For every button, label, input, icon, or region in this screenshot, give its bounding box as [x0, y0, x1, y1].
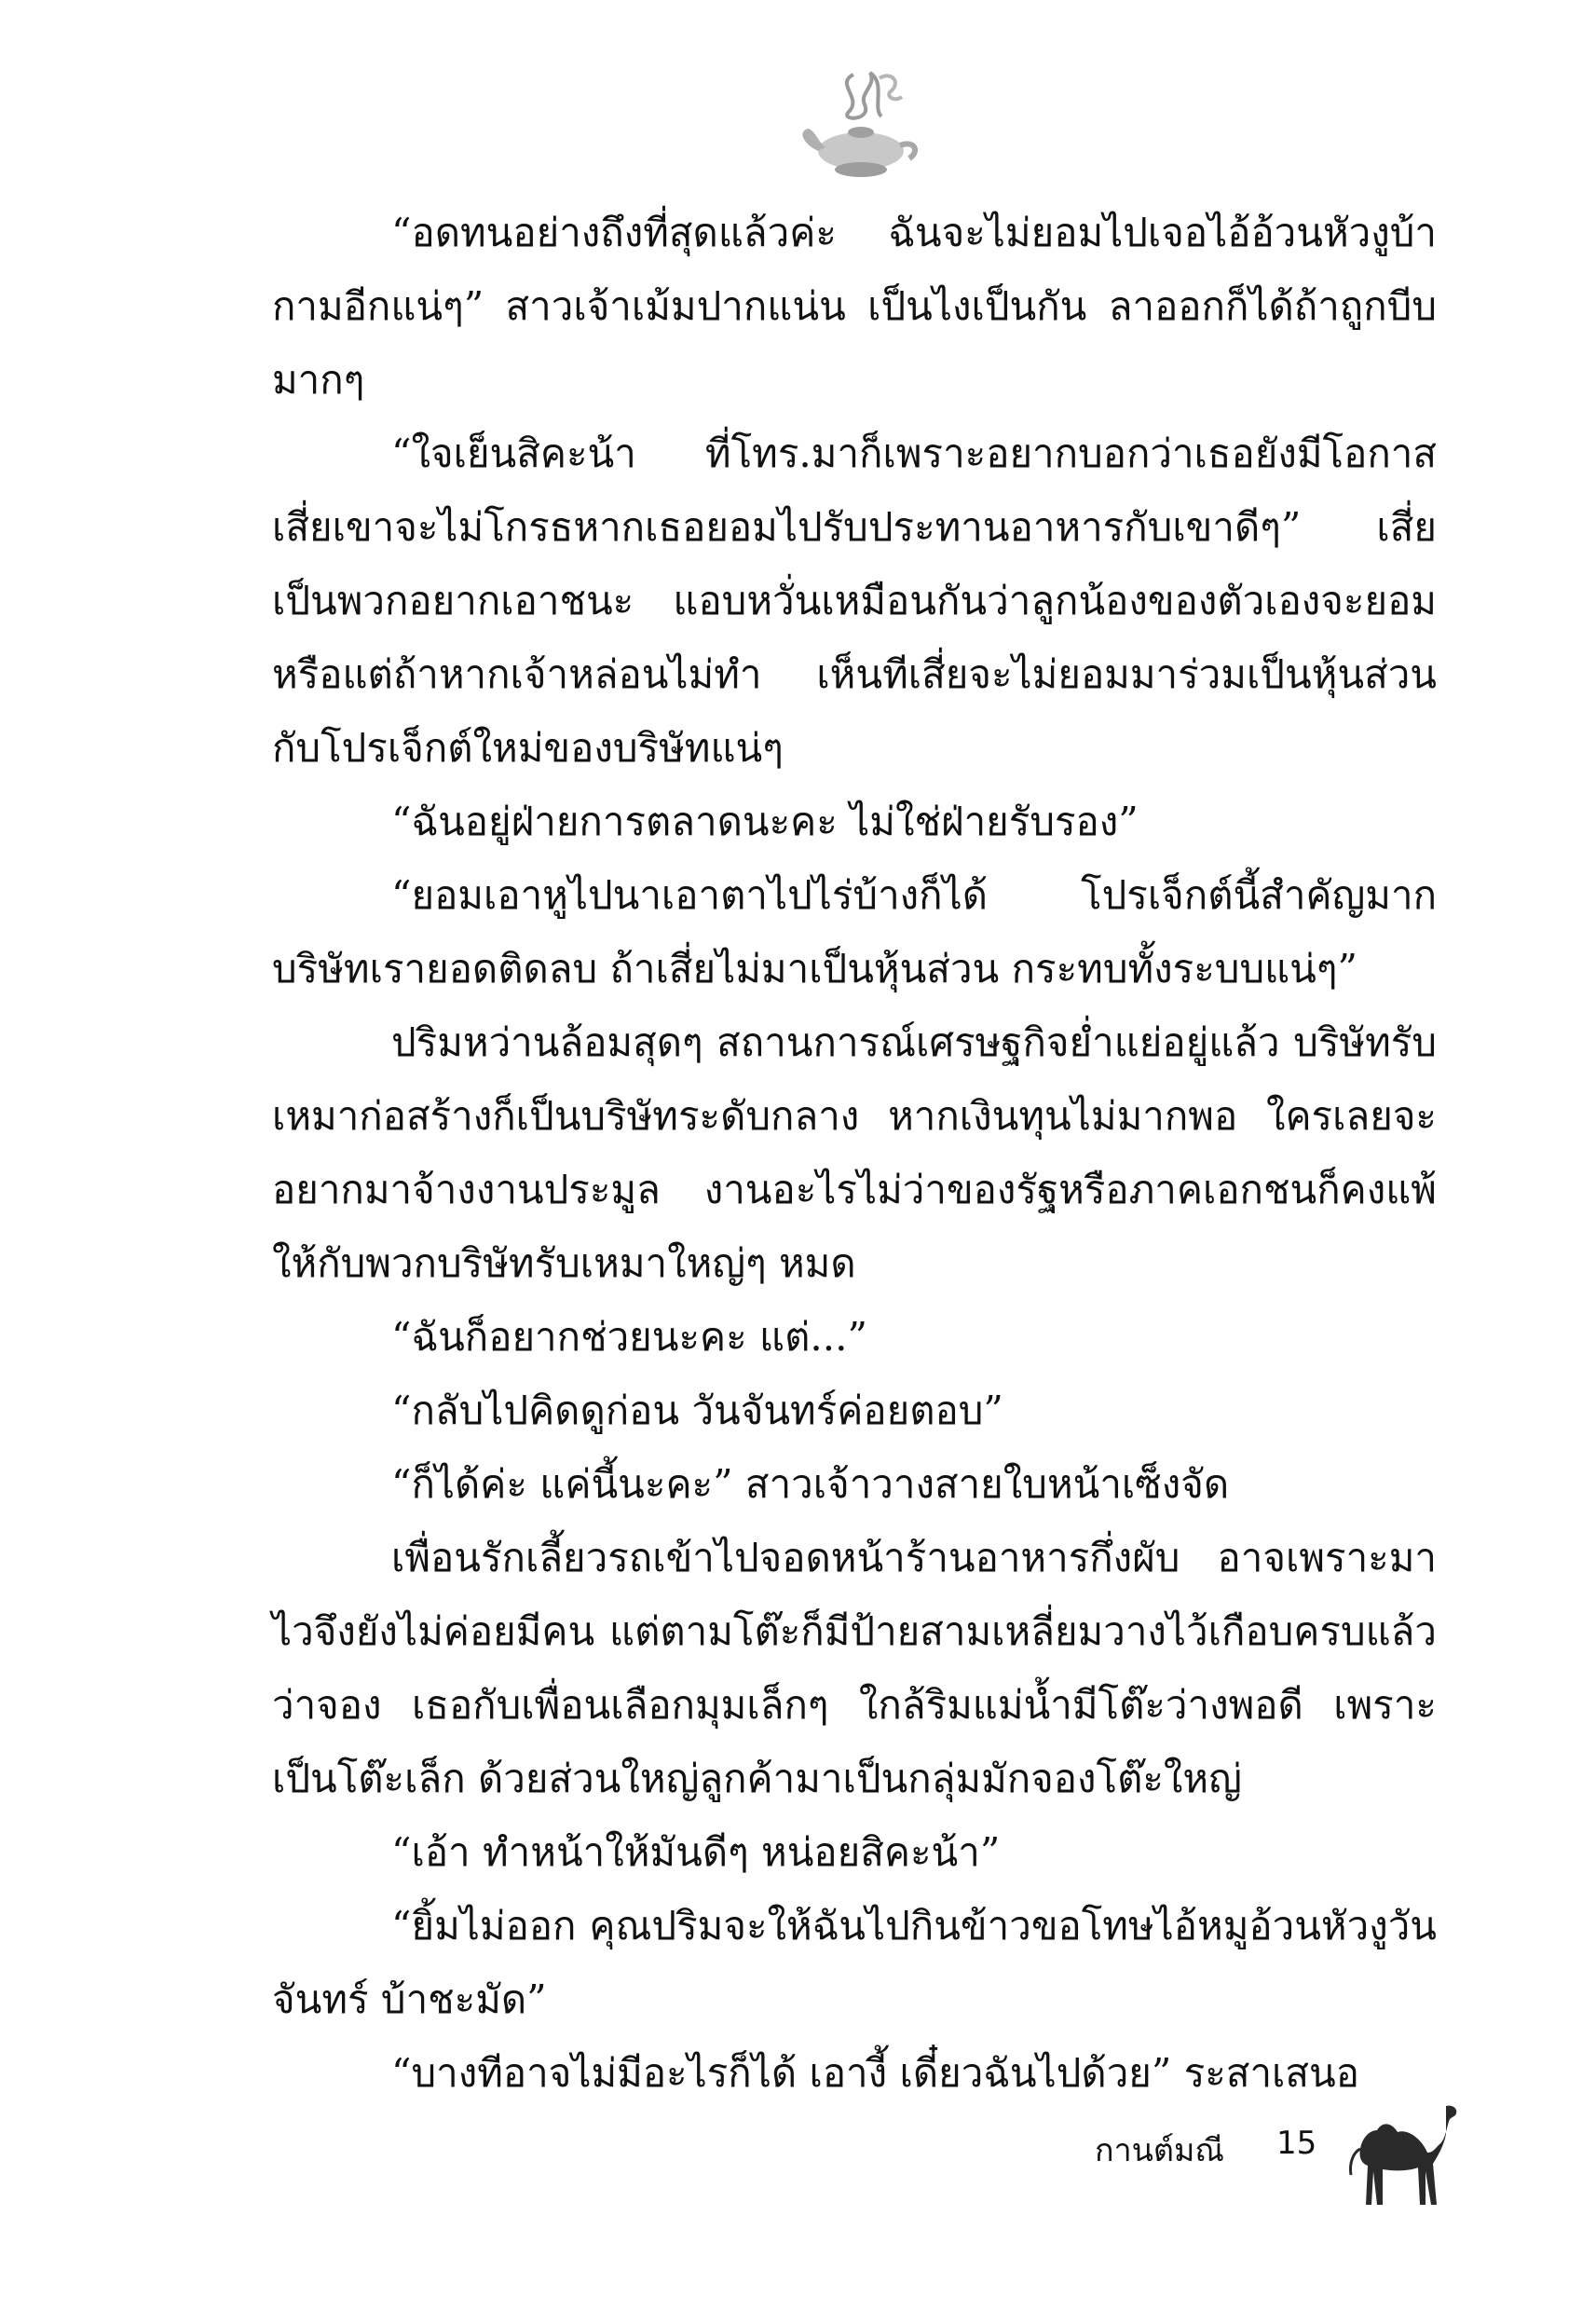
paragraph: ปริมหว่านล้อมสุดๆ สถานการณ์เศรษฐกิจย่ำแย่อยู่แล้ว บริษัทรับเหมาก่อสร้างก็เป็นบริษัทระดับกลาง หากเงินทุนไม่มากพอ ใครเลยจะอยากมาจ้างงานประมูล งานอะไรไม่ว่าของรัฐหรือภาคเอกชนก็คงแพ้ให้กับพวกบริษัทรับเหมาใหญ่ๆ หมด [272, 1019, 1437, 1286]
paragraph: “อดทนอย่างถึงที่สุดแล้วค่ะ ฉันจะไม่ยอมไปเจอไอ้อ้วนหัวงูบ้ากามอีกแน่ๆ” สาวเจ้าเม้มปากแน่น เป็นไงเป็นกัน ลาออกก็ได้ถ้าถูกบีบมากๆ [272, 210, 1437, 403]
camel-icon [1342, 2097, 1463, 2208]
body-text [272, 196, 1437, 2110]
paragraph: “เอ้า ทำหน้าให้มันดีๆ หน่อยสิคะน้า” [391, 1829, 1001, 1875]
genie-lamp-icon [798, 65, 924, 186]
footer-author: กานต์มณี [1095, 2132, 1224, 2169]
paragraph: “ก็ได้ค่ะ แค่นี้นะคะ” สาวเจ้าวางสายใบหน้าเซ็งจัด [391, 1461, 1230, 1507]
paragraph: “บางทีอาจไม่มีอะไรก็ได้ เอางี้ เดี๋ยวฉันไปด้วย” ระสาเสนอ [391, 2050, 1359, 2096]
paragraph: “กลับไปคิดดูก่อน วันจันทร์ค่อยตอบ” [391, 1388, 1003, 1433]
paragraph: “ฉันก็อยากช่วยนะคะ แต่...” [391, 1314, 867, 1360]
paragraph: “ยิ้มไม่ออก คุณปริมจะให้ฉันไปกินข้าวขอโทษไอ้หมูอ้วนหัวงูวันจันทร์ บ้าชะมัด” [272, 1903, 1437, 2022]
paragraph: เพื่อนรักเลี้ยวรถเข้าไปจอดหน้าร้านอาหารกึ่งผับ อาจเพราะมาไวจึงยังไม่ค่อยมีคน แต่ตามโต๊ะก็มีป้ายสามเหลี่ยมวางไว้เกือบครบแล้วว่าจอง เธอกับเพื่อนเลือกมุมเล็กๆ ใกล้ริมแม่น้ำมีโต๊ะว่างพอดี เพราะเป็นโต๊ะเล็ก ด้วยส่วนใหญ่ลูกค้ามาเป็นกลุ่มมักจองโต๊ะใหญ่ [272, 1535, 1437, 1801]
paragraph: “ฉันอยู่ฝ่ายการตลาดนะคะ ไม่ใช่ฝ่ายรับรอง” [391, 799, 1139, 844]
paragraph: “ยอมเอาหูไปนาเอาตาไปไร่บ้างก็ได้ โปรเจ็กต์นี้สำคัญมากบริษัทเรายอดติดลบ ถ้าเสี่ยไม่มาเป็นหุ้นส่วน กระทบทั้งระบบแน่ๆ” [272, 872, 1437, 991]
paragraph: “ใจเย็นสิคะน้า ที่โทร.มาก็เพราะอยากบอกว่าเธอยังมีโอกาส เสี่ยเขาจะไม่โกรธหากเธอยอมไปรับประทานอาหารกับเขาดีๆ” เสี่ยเป็นพวกอยากเอาชนะ แอบหวั่นเหมือนกันว่าลูกน้องของตัวเองจะยอมหรือแต่ถ้าหากเจ้าหล่อนไม่ทำ เห็นทีเสี่ยจะไม่ยอมมาร่วมเป็นหุ้นส่วนกับโปรเจ็กต์ใหม่ของบริษัทแน่ๆ [272, 431, 1437, 771]
page-number: 15 [1276, 2125, 1317, 2162]
